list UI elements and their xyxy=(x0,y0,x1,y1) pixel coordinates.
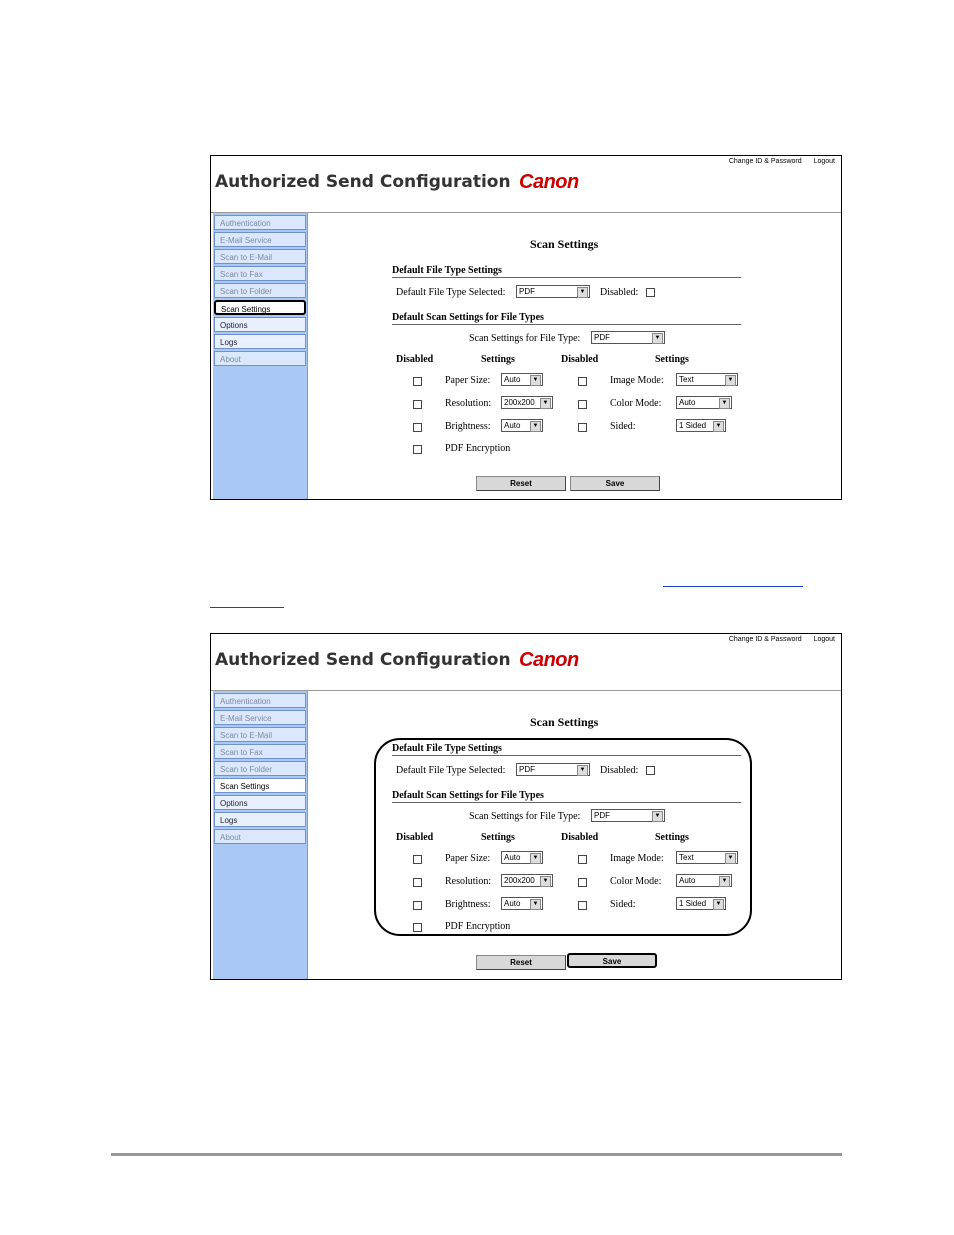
image-mode-select[interactable] xyxy=(676,373,738,386)
resolution-value: 200x200 xyxy=(504,876,535,885)
logout-link[interactable]: Logout xyxy=(813,158,835,165)
color-mode-label: Color Mode: xyxy=(610,876,662,887)
paper-size-select[interactable] xyxy=(501,851,543,864)
color-mode-disabled-checkbox[interactable] xyxy=(578,400,587,409)
image-mode-disabled-checkbox[interactable] xyxy=(578,377,587,386)
file-type-value: PDF xyxy=(519,765,535,774)
col-settings-2: Settings xyxy=(655,832,689,843)
scan-section-title: Default Scan Settings for File Types xyxy=(392,790,741,803)
paper-size-label: Paper Size: xyxy=(445,853,491,864)
scan-for-select[interactable] xyxy=(591,331,665,344)
chevron-down-icon: ▼ xyxy=(530,375,541,386)
brightness-value: Auto xyxy=(504,421,521,430)
color-mode-disabled-checkbox[interactable] xyxy=(578,878,587,887)
scan-section-title: Default Scan Settings for File Types xyxy=(392,312,741,325)
pdf-encryption-label: PDF Encryption xyxy=(445,921,511,932)
app-title: Authorized Send Configuration xyxy=(215,650,511,670)
resolution-disabled-checkbox[interactable] xyxy=(413,878,422,887)
sidebar-item-scan-to-folder[interactable]: Scan to Folder xyxy=(214,283,306,298)
resolution-label: Resolution: xyxy=(445,876,492,887)
pdf-encryption-disabled-checkbox[interactable] xyxy=(413,445,422,454)
file-type-value: PDF xyxy=(519,287,535,296)
paper-size-label: Paper Size: xyxy=(445,375,491,386)
sided-disabled-checkbox[interactable] xyxy=(578,901,587,910)
sidebar-item-scan-settings[interactable]: Scan Settings xyxy=(214,778,306,793)
chevron-down-icon: ▼ xyxy=(652,811,663,822)
color-mode-value: Auto xyxy=(679,876,696,885)
sidebar-item-scan-to-fax[interactable]: Scan to Fax xyxy=(214,744,306,759)
image-mode-value: Text xyxy=(679,375,694,384)
col-disabled-1: Disabled xyxy=(396,354,434,365)
sided-value: 1 Sided xyxy=(679,421,707,430)
chevron-down-icon: ▼ xyxy=(713,421,724,432)
scan-for-select[interactable] xyxy=(591,809,665,822)
canon-logo: Canon xyxy=(519,171,579,193)
top-links xyxy=(719,158,835,165)
sided-disabled-checkbox[interactable] xyxy=(578,423,587,432)
change-id-password-link[interactable]: Change ID & Password xyxy=(728,636,802,643)
scan-for-value: PDF xyxy=(594,333,610,342)
paper-size-value: Auto xyxy=(504,853,521,862)
color-mode-value: Auto xyxy=(679,398,696,407)
color-mode-select[interactable] xyxy=(676,874,732,887)
sided-value: 1 Sided xyxy=(679,899,707,908)
chevron-down-icon: ▼ xyxy=(530,853,541,864)
resolution-disabled-checkbox[interactable] xyxy=(413,400,422,409)
sidebar-item-scan-settings[interactable]: Scan Settings xyxy=(214,300,306,315)
col-settings-2: Settings xyxy=(655,354,689,365)
sidebar-item-email-service[interactable]: E-Mail Service xyxy=(214,710,306,725)
sidebar xyxy=(213,691,308,979)
main-content xyxy=(308,691,841,979)
save-button[interactable]: Save xyxy=(567,953,657,968)
chevron-down-icon: ▼ xyxy=(719,876,730,887)
sided-select[interactable] xyxy=(676,897,726,910)
scan-for-value: PDF xyxy=(594,811,610,820)
pdf-encryption-label: PDF Encryption xyxy=(445,443,511,454)
brightness-disabled-checkbox[interactable] xyxy=(413,901,422,910)
sidebar-item-scan-to-email[interactable]: Scan to E-Mail xyxy=(214,727,306,742)
brightness-disabled-checkbox[interactable] xyxy=(413,423,422,432)
logout-link[interactable]: Logout xyxy=(813,636,835,643)
brightness-value: Auto xyxy=(504,899,521,908)
top-links xyxy=(719,636,835,643)
save-button[interactable]: Save xyxy=(570,476,660,491)
col-settings-1: Settings xyxy=(481,354,515,365)
hyperlink-underline[interactable] xyxy=(210,607,284,608)
chevron-down-icon: ▼ xyxy=(577,765,588,776)
chevron-down-icon: ▼ xyxy=(725,375,736,386)
brightness-select[interactable] xyxy=(501,897,543,910)
main-content xyxy=(308,213,841,499)
chevron-down-icon: ▼ xyxy=(719,398,730,409)
sidebar-item-authentication[interactable]: Authentication xyxy=(214,215,306,230)
file-type-disabled-checkbox[interactable] xyxy=(646,288,655,297)
canon-logo: Canon xyxy=(519,649,579,671)
chevron-down-icon: ▼ xyxy=(530,899,541,910)
chevron-down-icon: ▼ xyxy=(713,899,724,910)
resolution-label: Resolution: xyxy=(445,398,492,409)
sided-label: Sided: xyxy=(610,899,636,910)
sidebar-item-about[interactable]: About xyxy=(214,351,306,366)
brightness-select[interactable] xyxy=(501,419,543,432)
file-type-disabled-checkbox[interactable] xyxy=(646,766,655,775)
reset-button[interactable]: Reset xyxy=(476,955,566,970)
sidebar-item-logs[interactable]: Logs xyxy=(214,812,306,827)
sidebar-item-logs[interactable]: Logs xyxy=(214,334,306,349)
sidebar-item-scan-to-fax[interactable]: Scan to Fax xyxy=(214,266,306,281)
sidebar xyxy=(213,213,308,499)
image-mode-disabled-checkbox[interactable] xyxy=(578,855,587,864)
change-id-password-link[interactable]: Change ID & Password xyxy=(728,158,802,165)
file-type-section-title: Default File Type Settings xyxy=(392,743,741,756)
col-settings-1: Settings xyxy=(481,832,515,843)
sidebar-item-scan-to-folder[interactable]: Scan to Folder xyxy=(214,761,306,776)
footer-rule xyxy=(111,1153,842,1156)
chevron-down-icon: ▼ xyxy=(725,853,736,864)
chevron-down-icon: ▼ xyxy=(540,398,551,409)
color-mode-select[interactable] xyxy=(676,396,732,409)
page-title: Scan Settings xyxy=(530,715,599,729)
color-mode-label: Color Mode: xyxy=(610,398,662,409)
paper-size-disabled-checkbox[interactable] xyxy=(413,377,422,386)
screenshot-scan-settings-nav xyxy=(210,155,842,500)
app-title: Authorized Send Configuration xyxy=(215,172,511,192)
sidebar-item-options[interactable]: Options xyxy=(214,317,306,332)
sided-label: Sided: xyxy=(610,421,636,432)
sidebar-item-about[interactable]: About xyxy=(214,829,306,844)
disabled-label: Disabled: xyxy=(600,287,639,298)
image-mode-label: Image Mode: xyxy=(610,853,664,864)
chevron-down-icon: ▼ xyxy=(652,333,663,344)
brightness-label: Brightness: xyxy=(445,421,491,432)
col-disabled-2: Disabled xyxy=(561,832,599,843)
screenshot-scan-settings-save xyxy=(210,633,842,980)
col-disabled-1: Disabled xyxy=(396,832,434,843)
sidebar-item-authentication[interactable]: Authentication xyxy=(214,693,306,708)
sidebar-item-email-service[interactable]: E-Mail Service xyxy=(214,232,306,247)
image-mode-label: Image Mode: xyxy=(610,375,664,386)
sided-select[interactable] xyxy=(676,419,726,432)
hyperlink-underline[interactable] xyxy=(663,586,803,587)
file-type-select[interactable] xyxy=(516,285,590,298)
file-type-select[interactable] xyxy=(516,763,590,776)
image-mode-value: Text xyxy=(679,853,694,862)
sidebar-item-scan-to-email[interactable]: Scan to E-Mail xyxy=(214,249,306,264)
reset-button[interactable]: Reset xyxy=(476,476,566,491)
brightness-label: Brightness: xyxy=(445,899,491,910)
sidebar-item-options[interactable]: Options xyxy=(214,795,306,810)
paper-size-disabled-checkbox[interactable] xyxy=(413,855,422,864)
resolution-value: 200x200 xyxy=(504,398,535,407)
col-disabled-2: Disabled xyxy=(561,354,599,365)
resolution-select[interactable] xyxy=(501,396,553,409)
scan-for-label: Scan Settings for File Type: xyxy=(469,333,581,344)
scan-for-label: Scan Settings for File Type: xyxy=(469,811,581,822)
file-type-section-title: Default File Type Settings xyxy=(392,265,741,278)
page-title: Scan Settings xyxy=(530,237,599,251)
resolution-select[interactable] xyxy=(501,874,553,887)
chevron-down-icon: ▼ xyxy=(577,287,588,298)
chevron-down-icon: ▼ xyxy=(530,421,541,432)
file-type-label: Default File Type Selected: xyxy=(396,287,506,298)
chevron-down-icon: ▼ xyxy=(540,876,551,887)
file-type-label: Default File Type Selected: xyxy=(396,765,506,776)
disabled-label: Disabled: xyxy=(600,765,639,776)
paper-size-select[interactable] xyxy=(501,373,543,386)
image-mode-select[interactable] xyxy=(676,851,738,864)
pdf-encryption-disabled-checkbox[interactable] xyxy=(413,923,422,932)
paper-size-value: Auto xyxy=(504,375,521,384)
